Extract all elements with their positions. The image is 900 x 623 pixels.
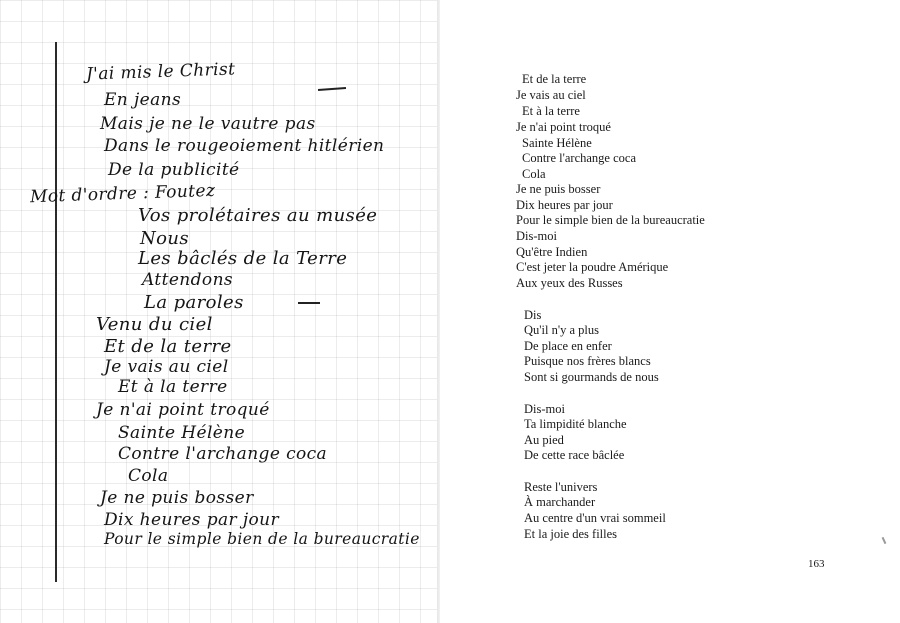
- printed-line: Dis-moi: [524, 402, 565, 416]
- printed-line: Qu'être Indien: [516, 245, 588, 259]
- manuscript-dash: [298, 302, 320, 304]
- manuscript-line: Je vais au ciel: [104, 357, 229, 377]
- manuscript-line: Je ne puis bosser: [100, 488, 254, 508]
- printed-line: Je n'ai point troqué: [516, 120, 611, 134]
- printed-line: Sont si gourmands de nous: [524, 370, 659, 384]
- printed-line: Pour le simple bien de la bureaucratie: [516, 213, 705, 227]
- printed-line: Au centre d'un vrai sommeil: [524, 511, 666, 525]
- printed-line: Dis-moi: [516, 229, 557, 243]
- printed-line: Et à la terre: [522, 104, 580, 118]
- printed-line: Puisque nos frères blancs: [524, 354, 651, 368]
- printed-line: Aux yeux des Russes: [516, 276, 623, 290]
- manuscript-line: Venu du ciel: [96, 314, 213, 335]
- printed-line: Et de la terre: [522, 72, 587, 86]
- margin-line: [55, 42, 57, 582]
- printed-line: Dix heures par jour: [516, 198, 613, 212]
- manuscript-line: En jeans: [104, 90, 182, 110]
- printed-page: [440, 0, 900, 623]
- manuscript-line: Les bâclés de la Terre: [138, 248, 348, 269]
- manuscript-page: [0, 0, 440, 623]
- manuscript-line: La paroles: [144, 292, 244, 313]
- manuscript-line: Vos prolétaires au musée: [138, 205, 378, 226]
- printed-line: Cola: [522, 167, 546, 181]
- manuscript-line: Dix heures par jour: [104, 510, 280, 530]
- manuscript-line: Cola: [128, 466, 169, 486]
- printed-line: Reste l'univers: [524, 480, 598, 494]
- manuscript-dash: [318, 87, 346, 91]
- manuscript-line: J'ai mis le Christ: [85, 59, 236, 85]
- manuscript-line: Et à la terre: [118, 377, 228, 397]
- manuscript-line: Sainte Hélène: [118, 423, 246, 443]
- printed-line: Je ne puis bosser: [516, 182, 601, 196]
- printed-line: Qu'il n'y a plus: [524, 323, 599, 337]
- manuscript-line: Pour le simple bien de la bureaucratie: [104, 530, 420, 548]
- printed-line: Je vais au ciel: [516, 88, 586, 102]
- printed-line: Dis: [524, 308, 542, 322]
- printed-line: À marchander: [524, 495, 596, 509]
- manuscript-line: Nous: [140, 228, 190, 249]
- printed-line: De cette race bâclée: [524, 448, 625, 462]
- printed-line: Ta limpidité blanche: [524, 417, 627, 431]
- page-number: 163: [808, 558, 825, 570]
- printed-line: Au pied: [524, 433, 564, 447]
- printed-line: De place en enfer: [524, 339, 612, 353]
- manuscript-line: Contre l'archange coca: [118, 444, 328, 464]
- printed-line: C'est jeter la poudre Amérique: [516, 260, 669, 274]
- manuscript-line: Je n'ai point troqué: [96, 400, 270, 420]
- manuscript-line: De la publicité: [108, 160, 240, 180]
- manuscript-line: Mais je ne le vautre pas: [100, 114, 316, 134]
- manuscript-line: Mot d'ordre : Foutez: [29, 180, 216, 208]
- printed-line: Sainte Hélène: [522, 136, 592, 150]
- printed-line: Et la joie des filles: [524, 527, 618, 541]
- manuscript-line: Et de la terre: [104, 336, 232, 357]
- printed-line: Contre l'archange coca: [522, 151, 636, 165]
- manuscript-line: Attendons: [142, 270, 234, 290]
- manuscript-line: Dans le rougeoiement hitlérien: [104, 136, 385, 156]
